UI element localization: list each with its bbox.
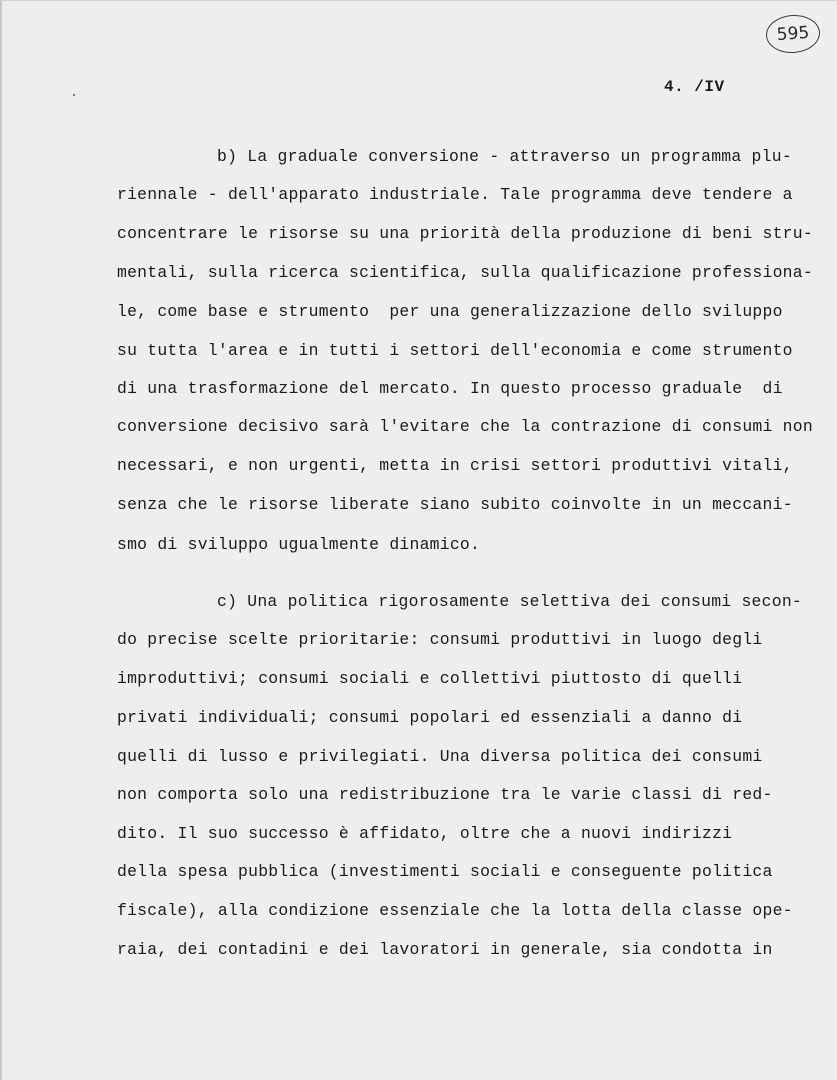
text-line: necessari, e non urgenti, metta in crisi settori produttivi vitali, — [117, 456, 793, 475]
text-line: riennale - dell'apparato industriale. Tale programma deve tendere a — [117, 185, 793, 204]
text-line: non comporta solo una redistribuzione tra le varie classi di red- — [117, 785, 773, 804]
text-line: concentrare le risorse su una priorità della produzione di beni stru- — [117, 224, 813, 243]
text-line: privati individuali; consumi popolari ed essenziali a danno di — [117, 708, 743, 727]
archive-stamp-number: 595 — [765, 13, 822, 55]
text-line: raia, dei contadini e dei lavoratori in generale, sia condotta in — [117, 940, 773, 959]
text-line: di una trasformazione del mercato. In questo processo graduale di — [117, 379, 783, 398]
text-line: improduttivi; consumi sociali e collettivi piuttosto di quelli — [117, 669, 743, 688]
text-line: quelli di lusso e privilegiati. Una diversa politica dei consumi — [117, 747, 763, 766]
text-line: do precise scelte prioritarie: consumi produttivi in luogo degli — [117, 630, 763, 649]
text-line: fiscale), alla condizione essenziale che la lotta della classe ope- — [117, 901, 793, 920]
text-line: smo di sviluppo ugualmente dinamico. — [117, 535, 481, 554]
text-line: le, come base e strumento per una generalizzazione dello sviluppo — [117, 302, 783, 321]
text-line: dito. Il suo successo è affidato, oltre che a nuovi indirizzi — [117, 824, 733, 843]
text-line: senza che le risorse liberate siano subito coinvolte in un meccani- — [117, 495, 793, 514]
text-line: mentali, sulla ricerca scientifica, sulla qualificazione professiona- — [117, 263, 813, 282]
text-line: c) Una politica rigorosamente selettiva dei consumi secon- — [217, 592, 802, 611]
paper-speck — [73, 94, 75, 96]
text-line: su tutta l'area e in tutti i settori dell'economia e come strumento — [117, 341, 793, 360]
text-line: b) La graduale conversione - attraverso un programma plu- — [217, 147, 792, 166]
text-line: conversione decisivo sarà l'evitare che la contrazione di consumi non — [117, 417, 813, 436]
text-line: della spesa pubblica (investimenti sociali e conseguente politica — [117, 862, 773, 881]
page-number: 4. /IV — [664, 78, 725, 96]
